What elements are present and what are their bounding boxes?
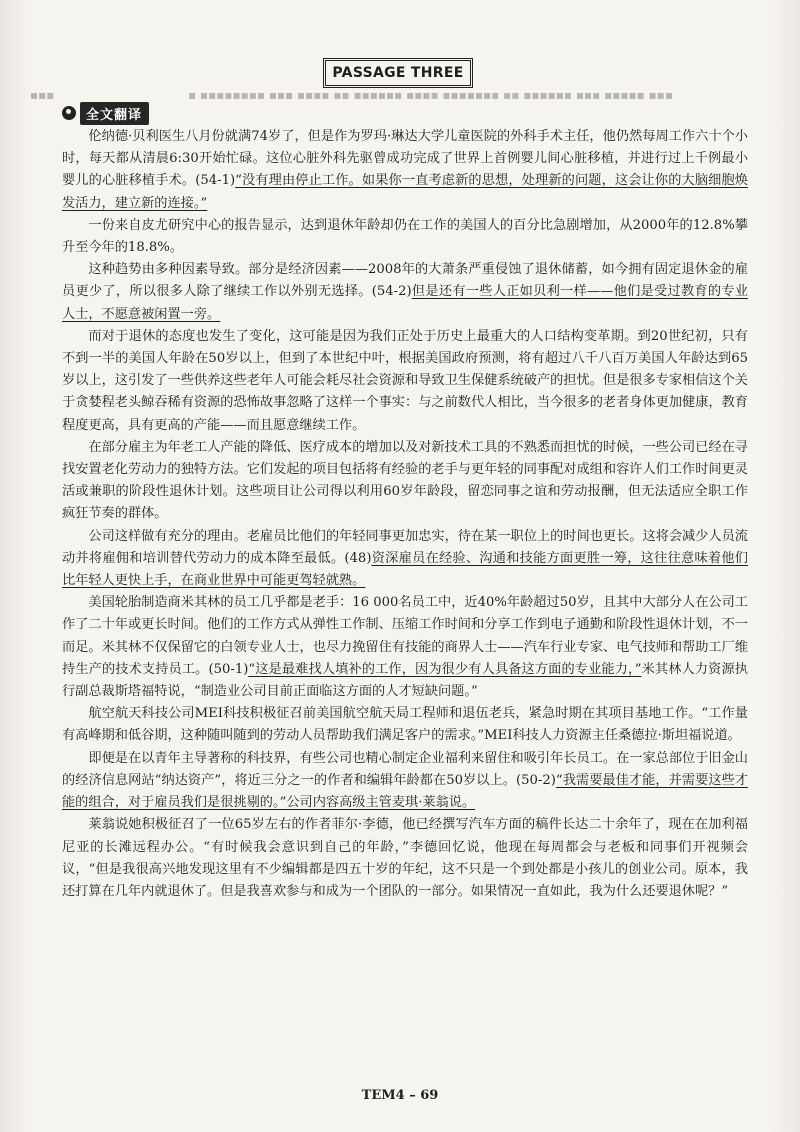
paragraph: 美国轮胎制造商米其林的员工几乎都是老手：16 000名员工中，近40%年龄超过50岁，且其中大部分人在公司工作了二十年或更长时间。他们的工作方式从弹性工作制、压缩工作时间和分享工作到电子通勤和阶段性退休计划，不一而足。米其林不仅保留它的白领专业人士，也尽力挽留住有技能的商界人士——汽车行业专家、电气技师和帮助工厂维持生产的技术支持员工。(50-1)“这是最难找人填补的工作，因为很少有人具备这方面的专业能力，”米其林人力资源执行副总裁斯塔福特说，“制造业公司目前正面临这方面的人才短缺问题。” bbox=[62, 595, 748, 700]
underlined-answer: “没有理由停止工作。如果你一直考虑新的思想，处理新的问题，这会让你的大脑细胞焕发活力，建立新的连接。” bbox=[62, 173, 748, 211]
underlined-answer: “我需要最佳才能，并需要这些才能的组合，对于雇员我们是很挑剔的。”公司内容高级主管麦琪·莱翁说。 bbox=[62, 772, 748, 811]
bleed-through-text-left: ▪▪▪ bbox=[30, 88, 55, 102]
underlined-answer: 资深雇员在经验、沟通和技能方面更胜一筹，这往往意味着他们比年轻人更快上手，在商业世界中可能更驾轻就熟。 bbox=[62, 550, 748, 589]
page-number: TEM4 – 69 bbox=[361, 1088, 439, 1103]
paragraph: 而对于退休的态度也发生了变化，这可能是因为我们正处于历史上最重大的人口结构变革期。到20世纪初，只有不到一半的美国人年龄在50岁以上，但到了本世纪中叶，根据美国政府预测，将有超过八千八百万美国人年龄达到65岁以上，这引发了一些供养这些老年人可能会耗尽社会资源和导致卫生保健系统破产的担忧。但是很多专家相信这个关于贪婪程老头鲸吞稀有资源的恐怖故事忽略了这样一个事实：与之前数代人相比，当今很多的老者身体更加健康，教育程度更高，具有更高的产能——而且愿意继续工作。 bbox=[62, 328, 748, 433]
section-tag-label: 全文翻译 bbox=[80, 102, 149, 125]
paragraph: 公司这样做有充分的理由。老雇员比他们的年轻同事更加忠实，待在某一职位上的时间也更长。这将会减少人员流动并将雇佣和培训替代劳动力的成本降至最低。(48)资深雇员在经验、沟通和技能方面更胜一筹，这往往意味着他们比年轻人更快上手，在商业世界中可能更驾轻就熟。 bbox=[62, 528, 748, 589]
bleed-through-text-right: ▪ ▪▪▪▪▪▪▪▪ ▪▪▪ ▪▪▪▪ ▪▪ ▪▪▪▪▪▪ ▪▪▪▪ ▪▪▪▪▪▪▪ ▪▪ ▪▪▪▪▪▪ ▪▪▪ ▪▪▪▪▪ ▪▪▪ bbox=[188, 88, 673, 102]
paragraph: 即便是在以青年主导著称的科技界，有些公司也精心制定企业福利来留住和吸引年长员工。在一家总部位于旧金山的经济信息网站“纳达资产”，将近三分之一的作者和编辑年龄都在50岁以上。(50-2)“我需要最佳才能，并需要这些才能的组合，对于雇员我们是很挑剔的。”公司内容高级主管麦琪·莱翁说。 bbox=[62, 750, 748, 811]
paragraph: 一份来自皮尤研究中心的报告显示，达到退休年龄却仍在工作的美国人的百分比急剧增加，从2000年的12.8%攀升至今年的18.8%。 bbox=[62, 217, 748, 256]
paragraph: 这种趋势由多种因素导致。部分是经济因素——2008年的大萧条严重侵蚀了退休储蓄，如今拥有固定退休金的雇员更少了，所以很多人除了继续工作以外别无选择。(54-2)但是还有一些人正如贝利一样——他们是受过教育的专业人士，不愿意被闲置一旁。 bbox=[62, 262, 749, 322]
passage-title: PASSAGE THREE bbox=[323, 58, 473, 88]
bulb-icon bbox=[62, 106, 76, 120]
paragraph: 航空航天科技公司MEI科技积极征召前美国航空航天局工程师和退伍老兵，紧急时期在其项目基地工作。“工作量有高峰期和低谷期，这种随叫随到的劳动人员帮助我们满足客户的需求。”MEI科技人力资源主任桑德拉·斯坦福说道。 bbox=[62, 706, 748, 744]
section-tag bbox=[62, 102, 149, 124]
underlined-answer: “这是最难找人填补的工作，因为很少有人具备这方面的专业能力，” bbox=[248, 661, 642, 677]
paragraph: 在部分雇主为年老工人产能的降低、医疗成本的增加以及对新技术工具的不熟悉而担忧的时候，一些公司已经在寻找安置老化劳动力的独特方法。它们发起的项目包括将有经验的老手与更年轻的同事配对成组和容许人们工作时间更灵活或兼职的阶段性退休计划。这些项目让公司得以利用60岁年龄段，留恋同事之谊和劳动报酬，但无法适应全职工作疯狂节奏的群体。 bbox=[62, 439, 748, 522]
underlined-answer: 但是还有一些人正如贝利一样——他们是受过教育的专业人士，不愿意被闲置一旁。 bbox=[62, 284, 749, 322]
translation-body bbox=[62, 126, 748, 903]
paragraph: 莱翁说她积极征召了一位65岁左右的作者菲尔·李德，他已经撰写汽车方面的稿件长达二十余年了，现在在加利福尼亚的长滩远程办公。“有时候我会意识到自己的年龄，”李德回忆说，他现在每周都会与老板和同事们开视频会议，“但是我很高兴地发现这里有不少编辑都是四五十岁的年纪，这不只是一个到处都是小孩儿的创业公司。原本，我还打算在几年内就退休了。但是我喜欢参与和成为一个团队的一部分。如果情况一直如此，我为什么还要退休呢？” bbox=[62, 817, 748, 899]
paragraph: 伦纳德·贝利医生八月份就满74岁了，但是作为罗玛·琳达大学儿童医院的外科手术主任，他仍然每周工作六十个小时，每天都从清晨6:30开始忙碌。这位心脏外科先驱曾成功完成了世界上首例婴儿间心脏移植，并进行过上千例最小婴儿的心脏移植手术。(54-1)“没有理由停止工作。如果你一直考虑新的思想，处理新的问题，这会让你的大脑细胞焕发活力，建立新的连接。” bbox=[62, 129, 748, 211]
